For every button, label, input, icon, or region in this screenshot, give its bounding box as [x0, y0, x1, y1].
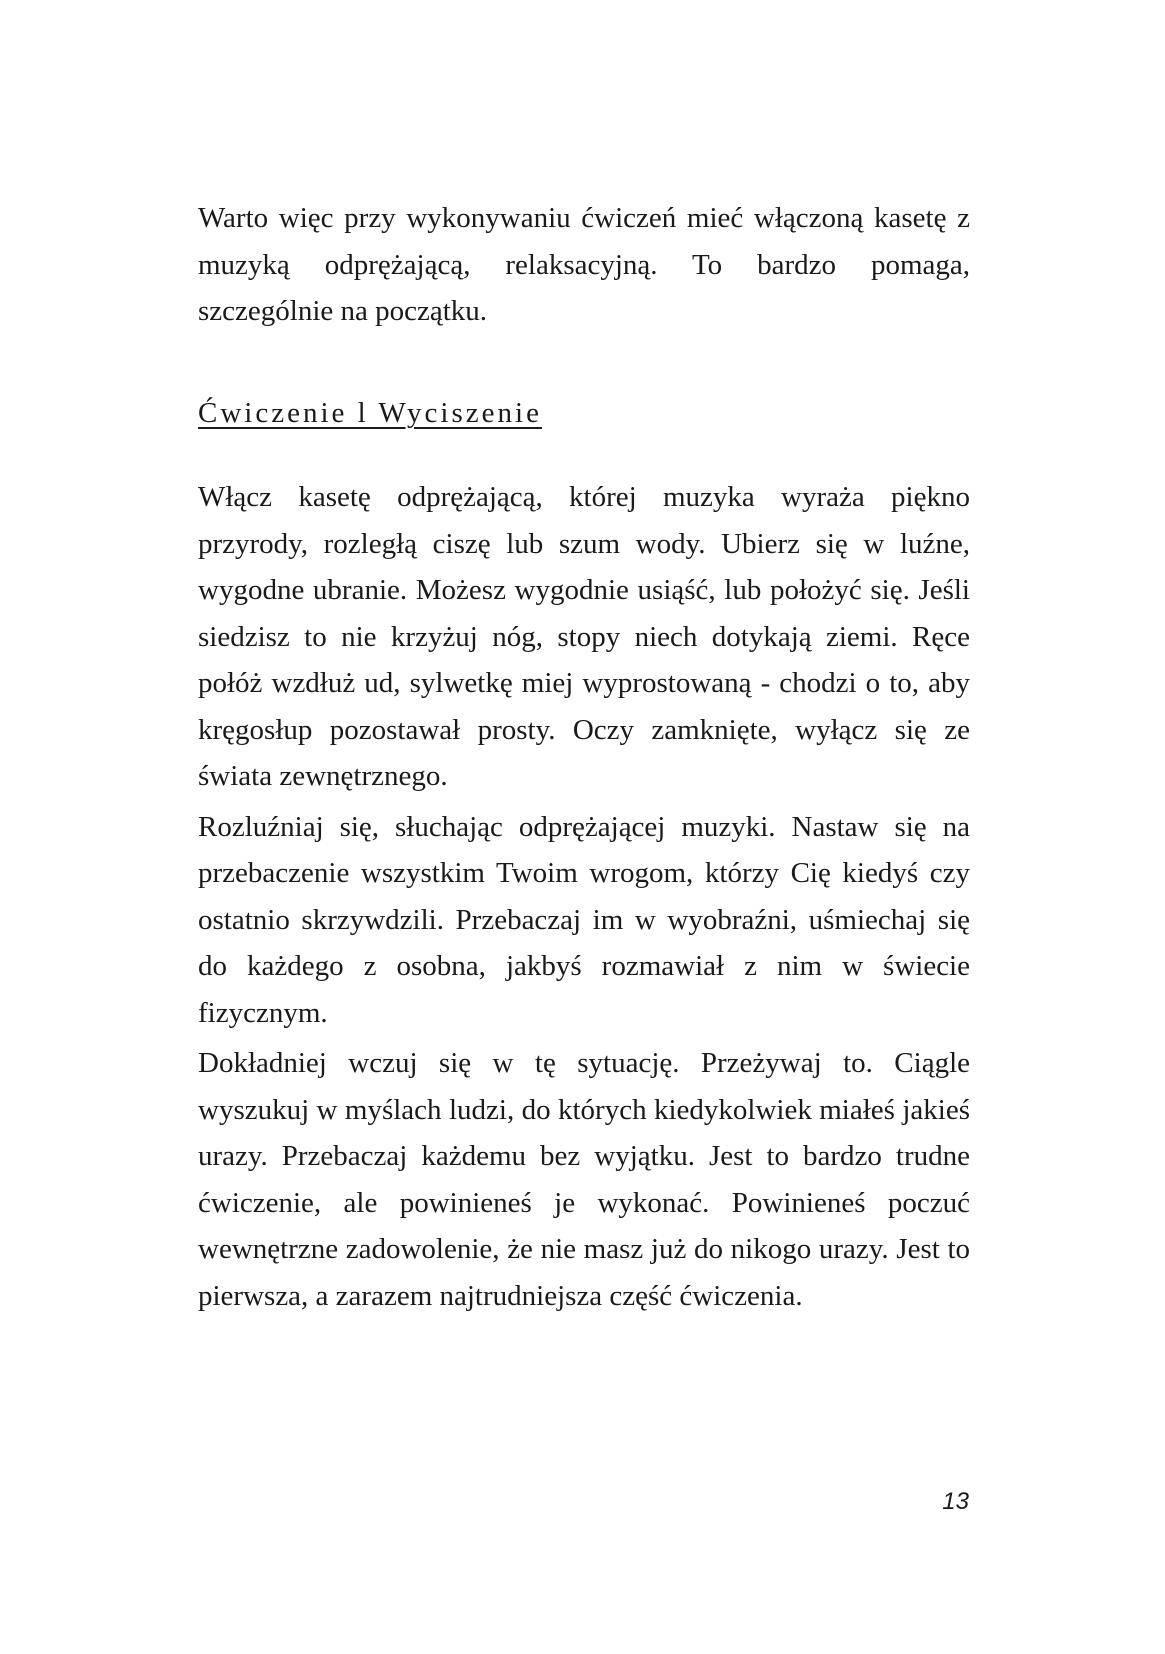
section-body — [198, 474, 970, 1323]
intro-paragraph: Warto więc przy wykonywaniu ćwiczeń mieć włączoną kasetę z muzyką odprężającą, relaksacyjną. To bardzo pomaga, szczególnie na początku. — [198, 202, 970, 327]
body-paragraph: Włącz kasetę odprężającą, której muzyka wyraża piękno przyrody, rozległą ciszę lub szum wody. Ubierz się w luźne, wygodne ubranie. Możesz wygodnie usiąść, lub położyć się. Jeśli siedzisz to nie krzyżuj nóg, stopy niech dotykają ziemi. Ręce połóż wzdłuż ud, sylwetkę miej wyprostowaną - chodzi o to, aby kręgosłup pozostawał prosty. Oczy zamknięte, wyłącz się ze świata zewnętrznego. — [198, 481, 970, 792]
section-heading: Ćwiczenie l Wyciszenie — [198, 397, 542, 429]
body-paragraph: Dokładniej wczuj się w tę sytuację. Przeżywaj to. Ciągle wyszukuj w myślach ludzi, do których kiedykolwiek miałeś jakieś urazy. Przebaczaj każdemu bez wyjątku. Jest to bardzo trudne ćwiczenie, ale powinieneś je wykonać. Powinieneś poczuć wewnętrzne zadowolenie, że nie masz już do nikogo urazy. Jest to pierwsza, a zarazem najtrudniejsza część ćwiczenia. — [198, 1047, 970, 1312]
body-paragraph: Rozluźniaj się, słuchając odprężającej muzyki. Nastaw się na przebaczenie wszystkim Twoim wrogom, którzy Cię kiedyś czy ostatnio skrzywdzili. Przebaczaj im w wyobraźni, uśmiechaj się do każdego z osobna, jakbyś rozmawiał z nim w świecie fizycznym. — [198, 810, 970, 1029]
page-number: 13 — [942, 1488, 969, 1515]
